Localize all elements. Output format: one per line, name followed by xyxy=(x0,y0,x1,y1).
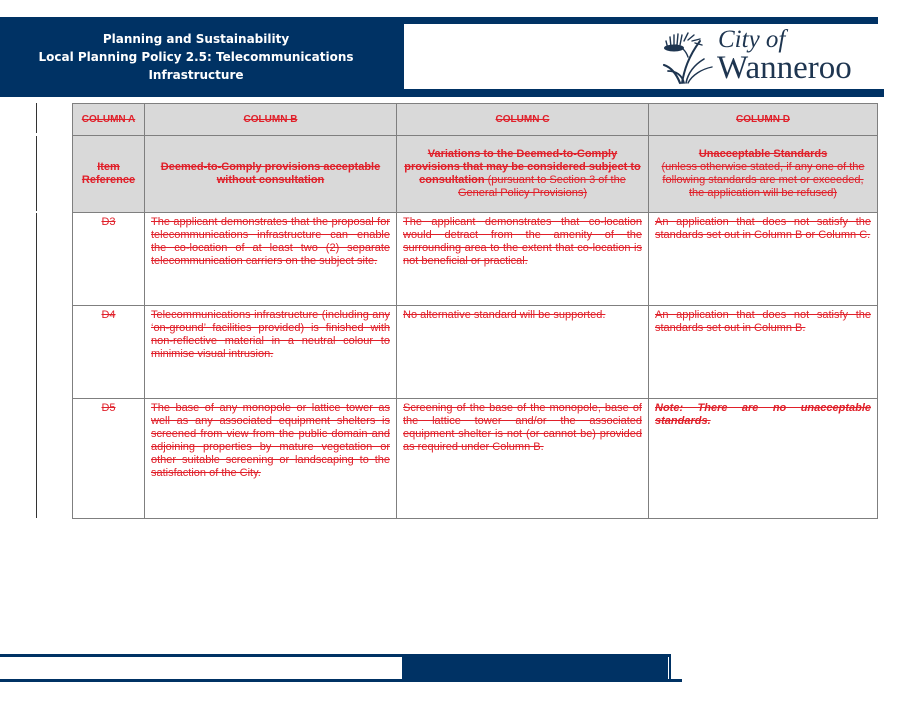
column-c-cell: The applicant demonstrates that co-location would detract from the amenity of the surrounding area to the extent that co-location is not beneficial or practical. xyxy=(397,213,649,306)
document-title xyxy=(0,30,392,84)
logo-text-wanneroo: Wanneroo xyxy=(717,50,852,86)
column-c-label: COLUMN C xyxy=(397,104,649,136)
header-top-rule xyxy=(404,17,878,24)
logo-text-city-of: City of xyxy=(718,26,786,53)
column-d-note: Note: There are no unacceptable standards. xyxy=(649,399,878,519)
city-of-wanneroo-logo xyxy=(662,27,872,87)
heading-variations-note: (pursuant to Section 3 of the General Policy Provisions) xyxy=(458,174,626,199)
table-heading-row xyxy=(73,136,878,213)
item-reference: D5 xyxy=(73,399,145,519)
table-column-label-row xyxy=(73,104,878,136)
item-reference: D4 xyxy=(73,306,145,399)
heading-unacceptable-note: (unless otherwise stated, if any one of the following standards are met or exceeded, the application will be refused) xyxy=(661,161,865,199)
heading-unacceptable xyxy=(649,136,878,213)
column-c-cell: No alternative standard will be supported. xyxy=(397,306,649,399)
column-b-cell: The applicant demonstrates that the proposal for telecommunications infrastructure can enable the co-location of at least two (2) separate telecommunication carriers on the subject site. xyxy=(145,213,397,306)
column-b-cell: The base of any monopole or lattice tower as well as any associated equipment shelters is screened from view from the public domain and adjoining properties by mature vegetation or other suitable screening or landscaping to the satisfaction of the City. xyxy=(145,399,397,519)
column-c-cell: Screening of the base of the monopole, base of the lattice tower and/or the associated equipment shelter is not (or cannot be) provided as required under Column B. xyxy=(397,399,649,519)
column-b-label: COLUMN B xyxy=(145,104,397,136)
heading-variations-bold: Variations to the Deemed-to-Comply provisions that may be considered subject to consultation xyxy=(404,148,641,186)
column-d-label: COLUMN D xyxy=(649,104,878,136)
policy-title: Local Planning Policy 2.5: Telecommunications Infrastructure xyxy=(38,50,354,82)
column-d-cell: An application that does not satisfy the standards set out in Column B. xyxy=(649,306,878,399)
heading-variations xyxy=(397,136,649,213)
revision-bar xyxy=(36,103,37,133)
column-a-label: COLUMN A xyxy=(73,104,145,136)
table-row xyxy=(73,306,878,399)
table-row xyxy=(73,399,878,519)
department-name: Planning and Sustainability xyxy=(102,32,290,46)
policy-standards-table xyxy=(72,103,878,519)
revision-bar xyxy=(36,136,37,211)
footer-end-tick xyxy=(669,654,671,681)
heading-item-reference: Item Reference xyxy=(73,136,145,213)
revision-bar xyxy=(36,213,37,518)
column-b-cell: Telecommunications infrastructure (including any ‘on-ground’ facilities provided) is finished with non-reflective material in a neutral colour to minimise visual intrusion. xyxy=(145,306,397,399)
column-d-cell: An application that does not satisfy the standards set out in Column B or Column C. xyxy=(649,213,878,306)
kangaroo-paw-logo-icon xyxy=(662,27,718,85)
heading-deemed-to-comply: Deemed-to-Comply provisions acceptable without consultation xyxy=(145,136,397,213)
header-bottom-rule xyxy=(404,89,884,97)
footer-band xyxy=(402,655,668,680)
table-row xyxy=(73,213,878,306)
heading-unacceptable-bold: Unacceptable Standards xyxy=(698,148,828,160)
item-reference: D3 xyxy=(73,213,145,306)
